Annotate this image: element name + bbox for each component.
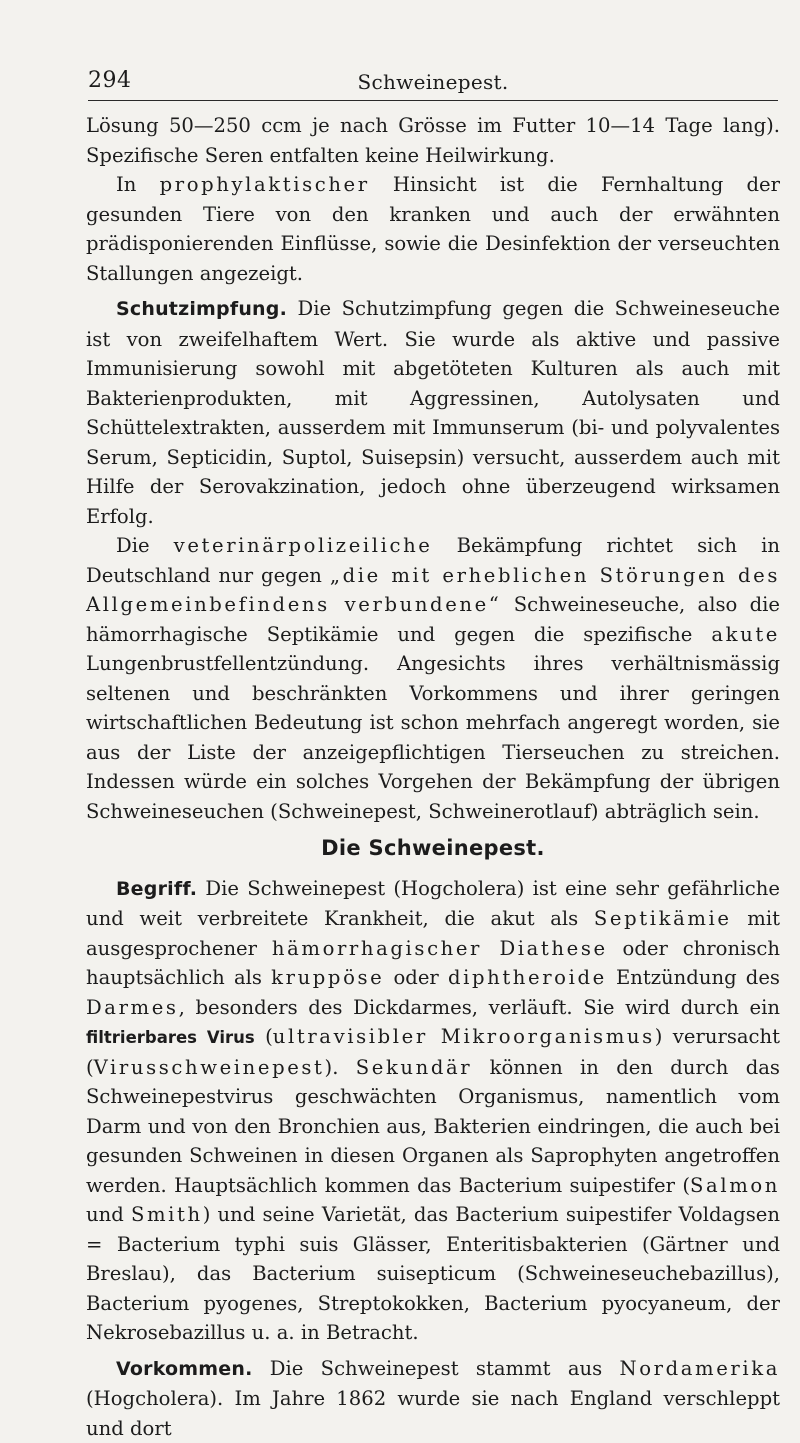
running-head: Schweinepest.: [88, 70, 778, 94]
text-run: Schweineseuche, also die hämorrhagische Septikämie und gegen die spezifische: [86, 593, 780, 646]
keyword-heading: Vorkommen.: [116, 1358, 253, 1380]
spaced-term: hämorrhagischer Diathese: [272, 937, 608, 960]
text-run: oder chronisch hauptsächlich als: [86, 937, 780, 990]
text-run: Lungenbrustfellentzündung. Angesichts ihres verhältnismässig seltenen und beschränkten Vorkommens und ihrer geringen wirtschaftlichen Bedeutung ist schon mehrfach angeregt worden, sie aus der Liste der anzeigepflichtigen Tierseuchen zu streichen. Indessen würde ein solches Vorgehen der Bekämpfung der übrigen Schweineseuchen (Schweinepest, Schweinerotlauf) abträglich sein.: [86, 652, 780, 823]
keyword-heading: Begriff.: [116, 878, 197, 900]
page-header: [88, 66, 778, 101]
paragraph-treatment-end: Lösung 50—250 ccm je nach Grösse im Futter 10—14 Tage lang). Spezifische Seren entfalten keine Heilwirkung.: [86, 111, 780, 170]
text-run: ) verursacht (: [86, 1025, 780, 1079]
text-run: In: [116, 173, 160, 196]
spaced-term: veterinärpolizeiliche: [174, 534, 433, 557]
paragraph-vorkommen: [86, 1354, 780, 1443]
text-run: Die: [116, 534, 174, 557]
spaced-term: Septikämie: [594, 907, 732, 930]
text-run: Bekämpfung richtet sich in Deutschland nur gegen: [86, 534, 780, 587]
keyword-heading: Schutzimpfung.: [116, 298, 287, 320]
text-run: Entzündung des: [607, 966, 780, 989]
text-run: (: [255, 1025, 273, 1048]
text-run: können in den durch das Schweinepestvirus geschwächten Organismus, namentlich vom Darm und von den Bronchien aus, Bakterien eindringen, die auch bei gesunden Schweinen in diesen Organen als Saprophyten angetroffen werden. Hauptsächlich kommen das Bacterium suipestifer (: [86, 1056, 780, 1197]
paragraph-veterinary-control: [86, 531, 780, 826]
spaced-term: Salmon: [690, 1174, 780, 1197]
text-run: Hinsicht ist die Fernhaltung der gesunden Tiere von den kranken und auch der erwähnten prädisponierenden Einflüsse, sowie die Desinfektion der verseuchten Stallungen angezeigt.: [86, 173, 780, 285]
text-run: Die Schweinepest (Hogcholera) ist eine sehr gefährliche und weit verbreitete Krankheit, die akut als: [86, 877, 780, 931]
text-run: ).: [325, 1056, 356, 1079]
body-text: [86, 111, 780, 1443]
text-run: (Hogcholera). Im Jahre 1862 wurde sie nach England verschleppt und dort: [86, 1387, 780, 1440]
text-run: und: [86, 1203, 131, 1226]
paragraph-prophylaxis: [86, 170, 780, 288]
text-run: oder: [384, 966, 448, 989]
spaced-term: ultravisibler Mikroorganismus: [273, 1025, 655, 1048]
spaced-term: Smith: [131, 1203, 203, 1226]
text-run: Die Schweinepest stammt aus: [253, 1357, 620, 1380]
spaced-term: Darmes: [86, 996, 179, 1019]
spaced-term: prophylaktischer: [160, 173, 370, 196]
paragraph-schutzimpfung: [86, 294, 780, 531]
spaced-term: diphtheroide: [448, 966, 607, 989]
text-run: Die Schutzimpfung gegen die Schweineseuche ist von zweifelhaftem Wert. Sie wurde als aktive und passive Immunisierung sowohl mit abgetöteten Kulturen als auch mit Bakterienprodukten, mit Aggressinen, Autolysaten und Schüttelextrakten, ausserdem mit Immunserum (bi- und polyvalentes Serum, Septicidin, Suptol, Suisepsin) versucht, ausserdem auch mit Hilfe der Serovakzination, jedoch ohne überzeugend wirksamen Erfolg.: [86, 297, 780, 528]
spaced-term: kruppöse: [271, 966, 384, 989]
spaced-term: Nordamerika: [620, 1357, 781, 1380]
page-number: 294: [88, 68, 132, 93]
text-run: mit ausgesprochener: [86, 907, 780, 960]
paragraph-begriff: [86, 874, 780, 1348]
spaced-term: Sekundär: [356, 1056, 473, 1079]
spaced-term: Virusschweinepest: [94, 1056, 325, 1079]
text-run: ) und seine Varietät, das Bacterium suipestifer Voldagsen = Bacterium typhi suis Glässer, Enteritisbakterien (Gärtner und Breslau), das Bacterium suisepticum (Schweineseuchebazillus), Bacterium pyogenes, Streptokokken, Bacterium pyocyaneum, der Nekrosebazillus u. a. in Betracht.: [86, 1203, 780, 1344]
spaced-term: akute: [711, 623, 780, 646]
section-title: Die Schweinepest.: [86, 834, 780, 864]
bold-term: filtrierbares Virus: [86, 1028, 255, 1047]
text-run: , besonders des Dickdarmes, verläuft. Sie wird durch ein: [179, 996, 780, 1019]
spaced-term: „die mit erheblichen Störungen des Allgemeinbefindens verbundene“: [86, 564, 780, 617]
